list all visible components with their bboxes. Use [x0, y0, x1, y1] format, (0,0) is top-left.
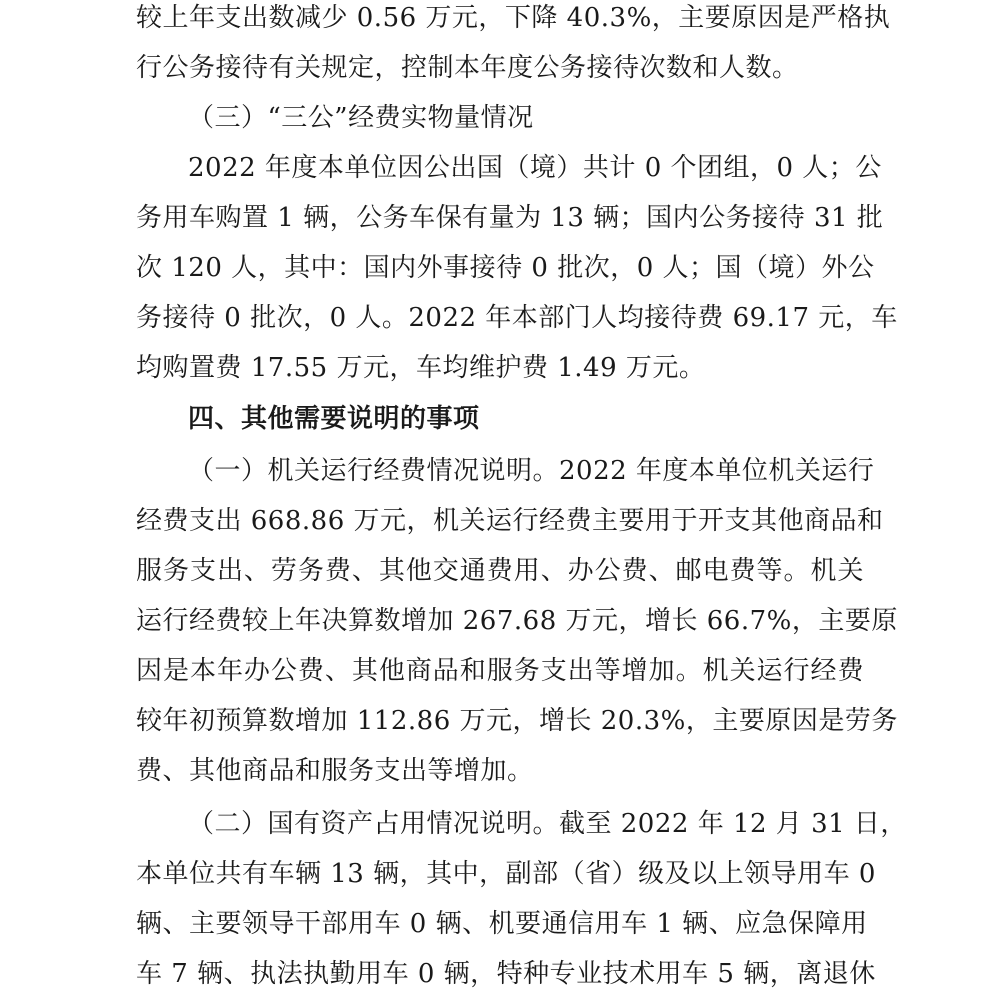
paragraph-line: 费、其他商品和服务支出等增加。	[136, 756, 534, 786]
section-heading-other-matters: 四、其他需要说明的事项	[188, 404, 480, 434]
paragraph-line: 车 7 辆、执法执勤用车 0 辆，特种专业技术用车 5 辆，离退休	[136, 959, 876, 989]
paragraph-line: 服务支出、劳务费、其他交通费用、办公费、邮电费等。机关	[136, 556, 864, 586]
paragraph-line: 次 120 人，其中：国内外事接待 0 批次，0 人；国（境）外公	[136, 253, 875, 283]
section-heading-sangong-physical: （三）“三公”经费实物量情况	[188, 103, 534, 133]
paragraph-line: 辆、主要领导干部用车 0 辆、机要通信用车 1 辆、应急保障用	[136, 909, 868, 939]
paragraph-line: 均购置费 17.55 万元，车均维护费 1.49 万元。	[136, 353, 706, 383]
paragraph-line: 较上年支出数减少 0.56 万元，下降 40.3%，主要原因是严格执	[136, 3, 891, 33]
paragraph-line: 本单位共有车辆 13 辆，其中，副部（省）级及以上领导用车 0	[136, 859, 876, 889]
paragraph-line: 行公务接待有关规定，控制本年度公务接待次数和人数。	[136, 53, 799, 83]
paragraph-line: 因是本年办公费、其他商品和服务支出等增加。机关运行经费	[136, 656, 864, 686]
paragraph-line: （一）机关运行经费情况说明。2022 年度本单位机关运行	[188, 456, 875, 486]
paragraph-line: 务用车购置 1 辆，公务车保有量为 13 辆；国内公务接待 31 批	[136, 203, 884, 233]
paragraph-line: 2022 年度本单位因公出国（境）共计 0 个团组，0 人；公	[188, 153, 882, 183]
paragraph-line: 较年初预算数增加 112.86 万元，增长 20.3%，主要原因是劳务	[136, 706, 898, 736]
paragraph-line: （二）国有资产占用情况说明。截至 2022 年 12 月 31 日，	[188, 809, 907, 839]
paragraph-line: 务接待 0 批次，0 人。2022 年本部门人均接待费 69.17 元，车	[136, 303, 898, 333]
paragraph-line: 经费支出 668.86 万元，机关运行经费主要用于开支其他商品和	[136, 506, 884, 536]
paragraph-line: 运行经费较上年决算数增加 267.68 万元，增长 66.7%，主要原	[136, 606, 898, 636]
